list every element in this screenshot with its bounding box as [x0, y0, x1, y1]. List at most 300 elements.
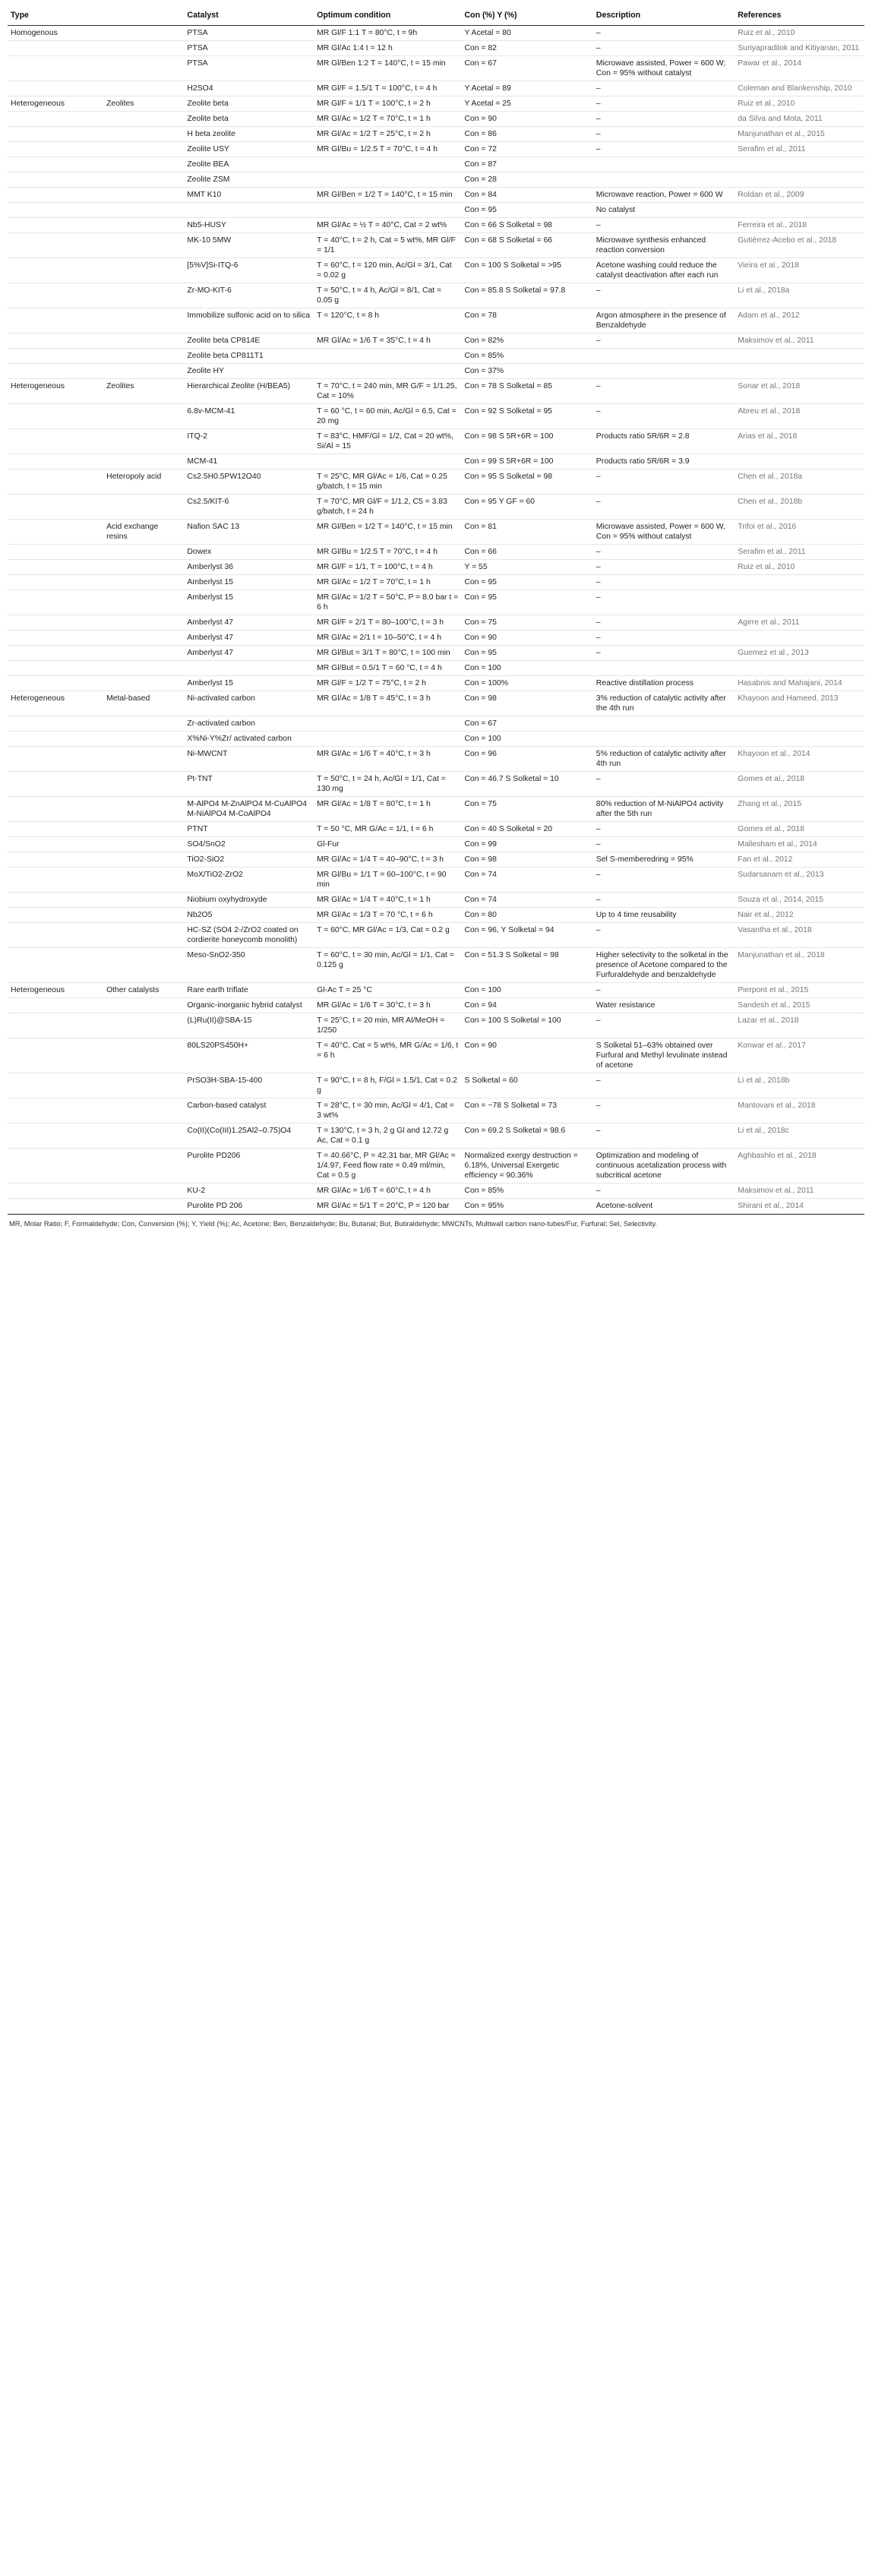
cell-conversion: Con = 98	[461, 691, 592, 716]
cell-subtype	[103, 26, 184, 41]
cell-description: Water resistance	[593, 998, 735, 1013]
cell-subtype	[103, 998, 184, 1013]
table-row	[8, 364, 864, 379]
cell-condition: Gl-Ac T = 25 °C	[314, 983, 461, 998]
cell-conversion: Con = 100 S Solketal = >95	[461, 258, 592, 283]
cell-description	[593, 661, 735, 676]
cell-description: –	[593, 1124, 735, 1149]
cell-description: –	[593, 495, 735, 520]
cell-subtype	[103, 772, 184, 797]
table-row	[8, 112, 864, 127]
cell-condition: T = 60°C, t = 30 min, Ac/Gl = 1/1, Cat = 0.125 g	[314, 948, 461, 983]
cell-condition: T = 50 °C, MR G/Ac = 1/1, t = 6 h	[314, 822, 461, 837]
table-row	[8, 998, 864, 1013]
table-row	[8, 732, 864, 747]
table-row	[8, 822, 864, 837]
cell-subtype	[103, 716, 184, 732]
table-row	[8, 691, 864, 716]
cell-description	[593, 732, 735, 747]
cell-reference: Ruiz et al., 2010	[735, 560, 864, 575]
cell-catalyst: Purolite PD 206	[184, 1199, 314, 1214]
cell-condition: T = 60 °C, t = 60 min, Ac/Gl = 6.5, Cat = 20 mg	[314, 404, 461, 429]
table-row	[8, 852, 864, 868]
cell-description: –	[593, 333, 735, 349]
cell-catalyst: PTNT	[184, 822, 314, 837]
cell-catalyst: Cs2.5H0.5PW12O40	[184, 469, 314, 495]
cell-conversion: Con = 92 S Solketal = 95	[461, 404, 592, 429]
table-row	[8, 908, 864, 923]
cell-catalyst: Zr-activated carbon	[184, 716, 314, 732]
cell-type	[8, 172, 103, 188]
cell-subtype	[103, 948, 184, 983]
cell-conversion: Con = 67	[461, 56, 592, 81]
cell-subtype	[103, 923, 184, 948]
table-row	[8, 81, 864, 96]
cell-condition: T = 40°C, t = 2 h, Cat = 5 wt%, MR Gl/F = 1/1	[314, 233, 461, 258]
table-container	[8, 0, 864, 1231]
cell-reference: Ferreira et al., 2018	[735, 218, 864, 233]
cell-description: Microwave reaction, Power = 600 W	[593, 188, 735, 203]
cell-catalyst: H beta zeolite	[184, 127, 314, 142]
table-row	[8, 893, 864, 908]
cell-description: –	[593, 646, 735, 661]
cell-catalyst: Zeolite beta	[184, 96, 314, 112]
cell-catalyst: Co(II)(Co(III)1.25Al2–0.75)O4	[184, 1124, 314, 1149]
table-row	[8, 404, 864, 429]
cell-subtype	[103, 560, 184, 575]
cell-condition: T = 60°C, MR Gl/Ac = 1/3, Cat = 0.2 g	[314, 923, 461, 948]
cell-conversion: Con = 28	[461, 172, 592, 188]
cell-subtype	[103, 732, 184, 747]
cell-subtype	[103, 56, 184, 81]
table-row	[8, 308, 864, 333]
cell-conversion: Con = 100 S Solketal = 100	[461, 1013, 592, 1038]
header-optimum-condition: Optimum condition	[314, 8, 461, 26]
cell-reference: Coleman and Blankenship, 2010	[735, 81, 864, 96]
cell-conversion: Con = 95	[461, 646, 592, 661]
cell-condition: T = 130°C, t = 3 h, 2 g Gl and 12.72 g Ac, Cat = 0.1 g	[314, 1124, 461, 1149]
cell-conversion: Con = 75	[461, 797, 592, 822]
header-type: Type	[8, 8, 103, 26]
cell-type	[8, 676, 103, 691]
cell-catalyst: Ni-activated carbon	[184, 691, 314, 716]
cell-subtype	[103, 233, 184, 258]
cell-type	[8, 615, 103, 631]
cell-reference	[735, 157, 864, 172]
cell-type	[8, 495, 103, 520]
cell-condition: T = 40.66°C, P = 42.31 bar, MR Gl/Ac = 1/4.97, Feed flow rate = 0.49 ml/min, Cat = 0.5 g	[314, 1149, 461, 1184]
cell-type	[8, 454, 103, 469]
cell-conversion: Con = 100	[461, 661, 592, 676]
cell-type	[8, 1124, 103, 1149]
cell-description: Up to 4 time reusability	[593, 908, 735, 923]
cell-description: –	[593, 590, 735, 615]
cell-conversion: Con = 98	[461, 852, 592, 868]
cell-subtype	[103, 404, 184, 429]
cell-type	[8, 852, 103, 868]
cell-catalyst: Hierarchical Zeolite (H/BEA5)	[184, 379, 314, 404]
cell-subtype	[103, 908, 184, 923]
cell-conversion: Con = 96, Y Solketal = 94	[461, 923, 592, 948]
cell-type	[8, 218, 103, 233]
cell-type	[8, 868, 103, 893]
cell-type	[8, 56, 103, 81]
cell-reference: Serafim et al., 2011	[735, 545, 864, 560]
cell-type	[8, 716, 103, 732]
cell-conversion: Con = 90	[461, 1038, 592, 1073]
cell-reference	[735, 172, 864, 188]
cell-catalyst: Rare earth triflate	[184, 983, 314, 998]
table-row	[8, 26, 864, 41]
cell-reference: Mallesham et al., 2014	[735, 837, 864, 852]
cell-catalyst: Purolite PD206	[184, 1149, 314, 1184]
cell-conversion: Con = 99	[461, 837, 592, 852]
cell-condition: T = 40°C, Cat = 5 wt%, MR G/Ac = 1/6, t = 6 h	[314, 1038, 461, 1073]
table-row	[8, 203, 864, 218]
cell-catalyst	[184, 661, 314, 676]
cell-reference	[735, 732, 864, 747]
cell-reference	[735, 661, 864, 676]
cell-description: –	[593, 1073, 735, 1098]
cell-catalyst: Nb5-HUSY	[184, 218, 314, 233]
cell-subtype	[103, 893, 184, 908]
cell-description: Products ratio 5R/6R = 2.8	[593, 429, 735, 454]
cell-type	[8, 772, 103, 797]
cell-description: S Solketal 51–63% obtained over Furfural and Methyl levulinate instead of acetone	[593, 1038, 735, 1073]
table-row	[8, 1073, 864, 1098]
cell-type	[8, 404, 103, 429]
cell-description: No catalyst	[593, 203, 735, 218]
cell-catalyst: Cs2.5/KIT-6	[184, 495, 314, 520]
table-row	[8, 188, 864, 203]
cell-type	[8, 646, 103, 661]
cell-reference	[735, 631, 864, 646]
cell-catalyst: Immobilize sulfonic acid on to silica	[184, 308, 314, 333]
cell-type	[8, 349, 103, 364]
table-row	[8, 127, 864, 142]
table-row	[8, 661, 864, 676]
cell-subtype	[103, 545, 184, 560]
cell-description: –	[593, 1013, 735, 1038]
cell-reference: Sandesh et al., 2015	[735, 998, 864, 1013]
cell-condition: MR Gl/Ac = 1/2 T = 25°C, t = 2 h	[314, 127, 461, 142]
table-row	[8, 747, 864, 772]
cell-conversion: Con = 96	[461, 747, 592, 772]
cell-conversion: Con = 85%	[461, 349, 592, 364]
cell-catalyst: M-AlPO4 M-ZnAlPO4 M-CuAlPO4 M-NiAlPO4 M-CoAlPO4	[184, 797, 314, 822]
cell-type	[8, 923, 103, 948]
cell-catalyst: MMT K10	[184, 188, 314, 203]
cell-description: –	[593, 469, 735, 495]
cell-description: Acetone-solvent	[593, 1199, 735, 1214]
cell-description	[593, 364, 735, 379]
cell-description	[593, 157, 735, 172]
cell-subtype	[103, 454, 184, 469]
catalyst-table	[8, 8, 864, 1214]
cell-subtype	[103, 1038, 184, 1073]
cell-type	[8, 1038, 103, 1073]
cell-condition: MR Gl/F = 1/1, T = 100°C, t = 4 h	[314, 560, 461, 575]
cell-type	[8, 283, 103, 308]
cell-condition: MR Gl/Ac = 1/6 T = 40°C, t = 3 h	[314, 747, 461, 772]
cell-reference: Pierpont et al., 2015	[735, 983, 864, 998]
cell-type: Heterogeneous	[8, 379, 103, 404]
cell-catalyst: Amberlyst 15	[184, 575, 314, 590]
cell-description	[593, 172, 735, 188]
cell-catalyst: MoX/TiO2-ZrO2	[184, 868, 314, 893]
cell-conversion: Con = 69.2 S Solketal = 98.6	[461, 1124, 592, 1149]
cell-condition: T = 70°C, MR Gl/F = 1/1.2, C5 = 3.83 g/batch, t = 24 h	[314, 495, 461, 520]
cell-type	[8, 469, 103, 495]
table-row	[8, 615, 864, 631]
table-row	[8, 142, 864, 157]
cell-description: Products ratio 5R/6R = 3.9	[593, 454, 735, 469]
cell-conversion: Con = 98 S 5R+6R = 100	[461, 429, 592, 454]
cell-reference: Sudarsanam et al., 2013	[735, 868, 864, 893]
cell-condition: MR Gl/Ac = 1/2 T = 70°C, t = 1 h	[314, 112, 461, 127]
table-row	[8, 545, 864, 560]
cell-type: Heterogeneous	[8, 96, 103, 112]
cell-description: 5% reduction of catalytic activity after 4th run	[593, 747, 735, 772]
table-row	[8, 56, 864, 81]
cell-reference: Serafim et al., 2011	[735, 142, 864, 157]
cell-type	[8, 998, 103, 1013]
table-body	[8, 26, 864, 1214]
table-row	[8, 258, 864, 283]
table-row	[8, 379, 864, 404]
cell-conversion: Y Acetal = 89	[461, 81, 592, 96]
cell-description: –	[593, 142, 735, 157]
cell-condition	[314, 716, 461, 732]
cell-conversion: Con = 66 S Solketal = 98	[461, 218, 592, 233]
cell-catalyst: Amberlyst 47	[184, 646, 314, 661]
cell-conversion: Con = 66	[461, 545, 592, 560]
cell-type	[8, 41, 103, 56]
cell-condition: T = 70°C, t = 240 min, MR G/F = 1/1.25, Cat = 10%	[314, 379, 461, 404]
header-catalyst: Catalyst	[184, 8, 314, 26]
cell-conversion: Con = ~78 S Solketal = 73	[461, 1098, 592, 1124]
table-row	[8, 676, 864, 691]
cell-condition	[314, 364, 461, 379]
cell-conversion: Con = 100	[461, 983, 592, 998]
cell-subtype	[103, 1184, 184, 1199]
table-row	[8, 1098, 864, 1124]
table-row	[8, 172, 864, 188]
cell-conversion: Con = 67	[461, 716, 592, 732]
cell-catalyst: (L)Ru(II)@SBA-15	[184, 1013, 314, 1038]
cell-subtype	[103, 218, 184, 233]
cell-description: –	[593, 631, 735, 646]
cell-type	[8, 203, 103, 218]
header-subtype	[103, 8, 184, 26]
cell-conversion: Con = 95	[461, 203, 592, 218]
cell-conversion: Con = 85%	[461, 1184, 592, 1199]
cell-condition: T = 120°C, t = 8 h	[314, 308, 461, 333]
cell-reference: Suriyapradilok and Kitiyanan, 2011	[735, 41, 864, 56]
cell-conversion: Con = 46.7 S Solketal = 10	[461, 772, 592, 797]
cell-subtype	[103, 157, 184, 172]
cell-reference: Gomes et al., 2018	[735, 822, 864, 837]
cell-type	[8, 520, 103, 545]
cell-catalyst: Zeolite beta CP814E	[184, 333, 314, 349]
cell-reference: Sonar et al., 2018	[735, 379, 864, 404]
table-row	[8, 349, 864, 364]
cell-description: –	[593, 26, 735, 41]
cell-reference: Abreu et al., 2018	[735, 404, 864, 429]
cell-reference: Agirre et al., 2011	[735, 615, 864, 631]
cell-conversion: Con = 51.3 S Solketal = 98	[461, 948, 592, 983]
cell-reference	[735, 203, 864, 218]
cell-description: –	[593, 1098, 735, 1124]
table-row	[8, 1199, 864, 1214]
cell-subtype	[103, 615, 184, 631]
cell-subtype: Metal-based	[103, 691, 184, 716]
cell-subtype: Heteropoly acid	[103, 469, 184, 495]
cell-type	[8, 948, 103, 983]
cell-reference: Aghbashlo et al., 2018	[735, 1149, 864, 1184]
cell-conversion: Con = 85.8 S Solketal = 97.8	[461, 283, 592, 308]
cell-reference: Maksimov et al., 2011	[735, 1184, 864, 1199]
cell-catalyst: MCM-41	[184, 454, 314, 469]
cell-condition: MR Gl/Bu = 1/2.5 T = 70°C, t = 4 h	[314, 142, 461, 157]
cell-subtype	[103, 283, 184, 308]
cell-subtype	[103, 646, 184, 661]
cell-catalyst: Zeolite ZSM	[184, 172, 314, 188]
cell-type	[8, 797, 103, 822]
cell-reference: Guemez et al., 2013	[735, 646, 864, 661]
cell-catalyst: HC-SZ (SO4 2-/ZrO2 coated on cordierite honeycomb monolith)	[184, 923, 314, 948]
table-row	[8, 233, 864, 258]
cell-reference: Fan et al., 2012	[735, 852, 864, 868]
cell-description: –	[593, 283, 735, 308]
cell-reference	[735, 716, 864, 732]
cell-catalyst: MK-10 5MW	[184, 233, 314, 258]
table-row	[8, 631, 864, 646]
cell-condition: MR Gl/Ac = 1/3 T = 70 °C, t = 6 h	[314, 908, 461, 923]
cell-catalyst: Zeolite beta CP811T1	[184, 349, 314, 364]
cell-reference	[735, 575, 864, 590]
cell-reference	[735, 364, 864, 379]
cell-description: –	[593, 822, 735, 837]
table-row	[8, 333, 864, 349]
cell-subtype	[103, 112, 184, 127]
cell-conversion: Con = 86	[461, 127, 592, 142]
cell-subtype	[103, 852, 184, 868]
cell-type	[8, 560, 103, 575]
cell-description: –	[593, 379, 735, 404]
table-row	[8, 923, 864, 948]
cell-subtype	[103, 429, 184, 454]
table-row	[8, 520, 864, 545]
cell-type	[8, 233, 103, 258]
cell-catalyst: Ni-MWCNT	[184, 747, 314, 772]
cell-condition: MR Gl/Ac = 2/1 t = 10–50°C, t = 4 h	[314, 631, 461, 646]
cell-description: –	[593, 923, 735, 948]
cell-description: –	[593, 1184, 735, 1199]
cell-condition	[314, 157, 461, 172]
cell-subtype	[103, 1013, 184, 1038]
cell-catalyst: Zeolite HY	[184, 364, 314, 379]
cell-condition: MR Gl/Ac 1:4 t = 12 h	[314, 41, 461, 56]
cell-condition: MR Gl/Ac = 1/6 T = 30°C, t = 3 h	[314, 998, 461, 1013]
cell-description: Argon atmosphere in the presence of Benzaldehyde	[593, 308, 735, 333]
cell-conversion: Con = 40 S Solketal = 20	[461, 822, 592, 837]
cell-conversion: Con = 95 S Solketal = 98	[461, 469, 592, 495]
cell-conversion: Con = 74	[461, 868, 592, 893]
table-row	[8, 469, 864, 495]
cell-subtype: Acid exchange resins	[103, 520, 184, 545]
header-conversion-yield: Con (%) Y (%)	[461, 8, 592, 26]
cell-conversion: S Solketal = 60	[461, 1073, 592, 1098]
cell-type	[8, 333, 103, 349]
cell-reference: Chen et al., 2018a	[735, 469, 864, 495]
cell-condition: MR Gl/Ben = 1/2 T = 140°C, t = 15 min	[314, 188, 461, 203]
cell-type	[8, 81, 103, 96]
cell-condition: MR Gl/F = 1/2 T = 75°C, t = 2 h	[314, 676, 461, 691]
cell-type: Heterogeneous	[8, 691, 103, 716]
cell-subtype	[103, 1149, 184, 1184]
cell-condition: MR Gl/Ac = 5/1 T = 20°C, P = 120 bar	[314, 1199, 461, 1214]
table-row	[8, 575, 864, 590]
table-row	[8, 96, 864, 112]
cell-type	[8, 908, 103, 923]
cell-condition: MR Gl/Ac = 1/2 T = 50°C, P = 8.0 bar t = 6 h	[314, 590, 461, 615]
cell-reference: Manjunathan et al., 2018	[735, 948, 864, 983]
cell-conversion: Con = 78 S Solketal = 85	[461, 379, 592, 404]
cell-type	[8, 1013, 103, 1038]
cell-type	[8, 1073, 103, 1098]
cell-description: –	[593, 127, 735, 142]
table-row	[8, 495, 864, 520]
cell-catalyst: 80LS20PS450H+	[184, 1038, 314, 1073]
cell-description: –	[593, 81, 735, 96]
cell-reference: Li et al., 2018c	[735, 1124, 864, 1149]
cell-subtype	[103, 188, 184, 203]
cell-reference: Zhang et al., 2015	[735, 797, 864, 822]
table-footnote: MR, Molar Ratio; F, Formaldehyde; Con, Conversion (%); Y, Yield (%); Ac, Acetone; Ben, Benzaldehyde; Bu, Butanal; But, Butiraldehyde; MWCNTs, Multiwall carbon nano-tubes/Fur, Furfural; Sel, Selectivity.	[8, 1214, 864, 1231]
cell-catalyst: Carbon-based catalyst	[184, 1098, 314, 1124]
table-row	[8, 797, 864, 822]
cell-type	[8, 364, 103, 379]
cell-conversion: Con = 75	[461, 615, 592, 631]
cell-conversion: Con = 84	[461, 188, 592, 203]
cell-type	[8, 142, 103, 157]
table-row	[8, 646, 864, 661]
cell-description: –	[593, 615, 735, 631]
cell-conversion: Con = 72	[461, 142, 592, 157]
cell-reference: Vasantha et al., 2018	[735, 923, 864, 948]
cell-type	[8, 732, 103, 747]
cell-reference: Manjunathan et al., 2015	[735, 127, 864, 142]
cell-subtype	[103, 747, 184, 772]
cell-description: Microwave synthesis enhanced reaction conversion	[593, 233, 735, 258]
cell-description: –	[593, 575, 735, 590]
cell-type	[8, 631, 103, 646]
cell-reference: Souza et al., 2014, 2015	[735, 893, 864, 908]
cell-reference: Ruiz et al., 2010	[735, 96, 864, 112]
table-row	[8, 454, 864, 469]
cell-reference: Chen et al., 2018b	[735, 495, 864, 520]
cell-subtype	[103, 41, 184, 56]
cell-subtype	[103, 364, 184, 379]
cell-conversion: Normalized exergy destruction = 6.18%, Universal Exergetic efficiency = 90.36%	[461, 1149, 592, 1184]
cell-conversion: Y Acetal = 25	[461, 96, 592, 112]
cell-type	[8, 112, 103, 127]
cell-subtype	[103, 797, 184, 822]
cell-conversion: Con = 94	[461, 998, 592, 1013]
cell-subtype	[103, 142, 184, 157]
cell-conversion: Con = 95	[461, 590, 592, 615]
